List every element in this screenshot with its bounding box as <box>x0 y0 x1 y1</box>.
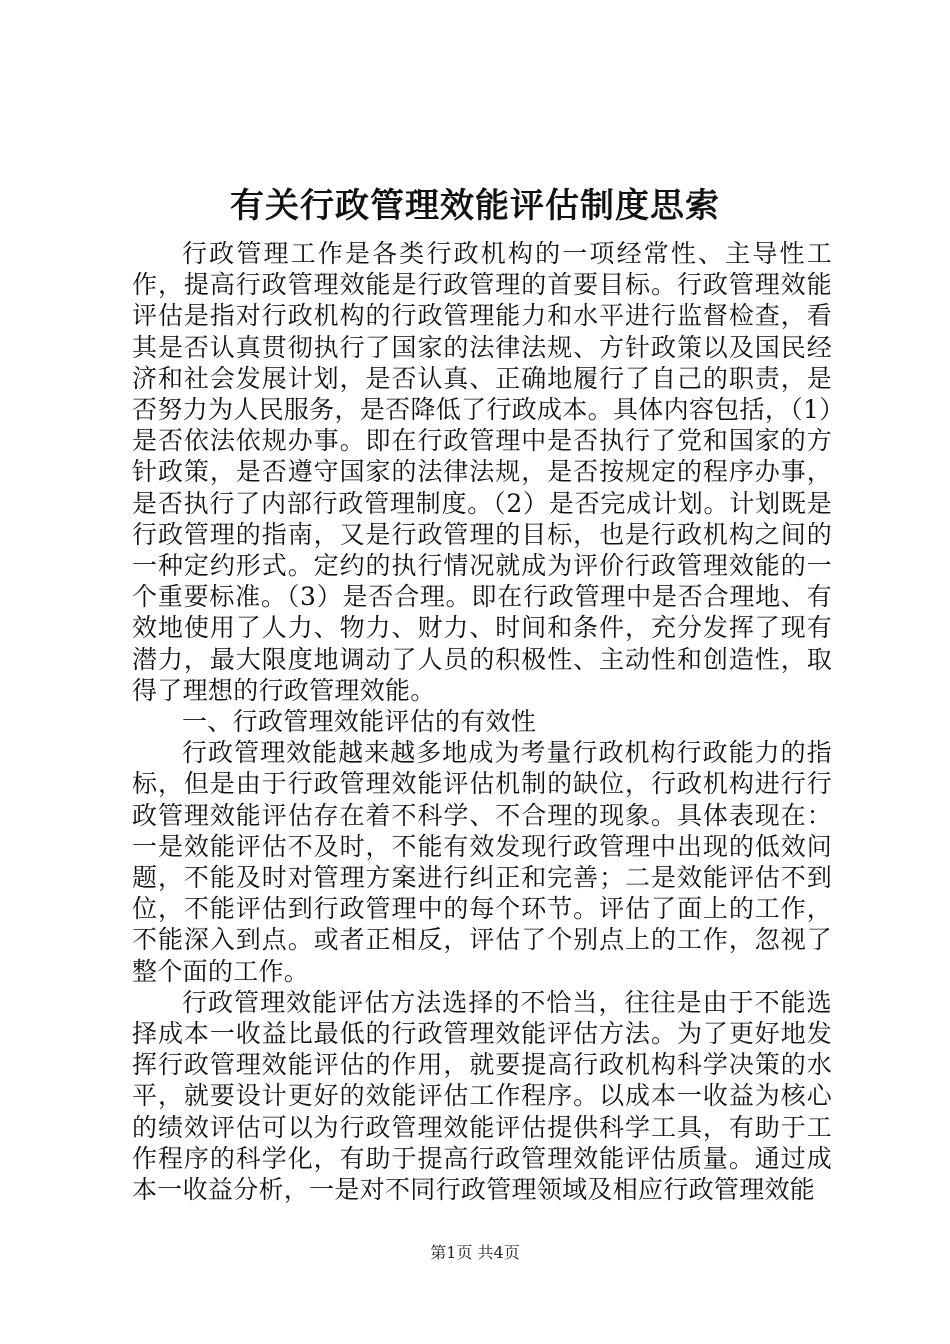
document-title: 有关行政管理效能评估制度思索 <box>230 186 720 226</box>
paragraph-methods: 行政管理效能评估方法选择的不恰当，往往是由于不能选择成本一收益比最低的行政管理效能评估方法。为了更好地发挥行政管理效能评估的作用，就要提高行政机构科学决策的水平，就要设计更好的效能评估工作程序。以成本一收益为核心的绩效评估可以为行政管理效能评估提供科学工具，有助于工作程序的科学化，有助于提高行政管理效能评估质量。通过成本一收益分析，一是对不同行政管理领域及相应行政管理效能 <box>132 987 832 1205</box>
section-heading: 一、行政管理效能评估的有效性 <box>182 707 537 737</box>
page-number-footer: 第1页 共4页 <box>430 1243 520 1262</box>
paragraph-intro: 行政管理工作是各类行政机构的一项经常性、主导性工作，提高行政管理效能是行政管理的首要目标。行政管理效能评估是指对行政机构的行政管理能力和水平进行监督检查，看其是否认真贯彻执行了国家的法律法规、方针政策以及国民经济和社会发展计划，是否认真、正确地履行了自己的职责，是否努力为人民服务，是否降低了行政成本。具体内容包括，（1）是否依法依规办事。即在行政管理中是否执行了党和国家的方针政策，是否遵守国家的法律法规，是否按规定的程序办事，是否执行了内部行政管理制度。（2）是否完成计划。计划既是行政管理的指南，又是行政管理的目标，也是行政机构之间的一种定约形式。定约的执行情况就成为评价行政管理效能的一个重要标准。（3）是否合理。即在行政管理中是否合理地、有效地使用了人力、物力、财力、时间和条件，充分发挥了现有潜力，最大限度地调动了人员的积极性、主动性和创造性，取得了理想的行政管理效能。 <box>132 239 832 705</box>
document-body <box>132 238 832 1205</box>
paragraph-problems: 行政管理效能越来越多地成为考量行政机构行政能力的指标，但是由于行政管理效能评估机制的缺位，行政机构进行行政管理效能评估存在着不科学、不合理的现象。具体表现在：一是效能评估不及时，不能有效发现行政管理中出现的低效问题，不能及时对管理方案进行纠正和完善；二是效能评估不到位，不能评估到行政管理中的每个环节。评估了面上的工作，不能深入到点。或者正相反，评估了个别点上的工作，忽视了整个面的工作。 <box>132 738 832 986</box>
